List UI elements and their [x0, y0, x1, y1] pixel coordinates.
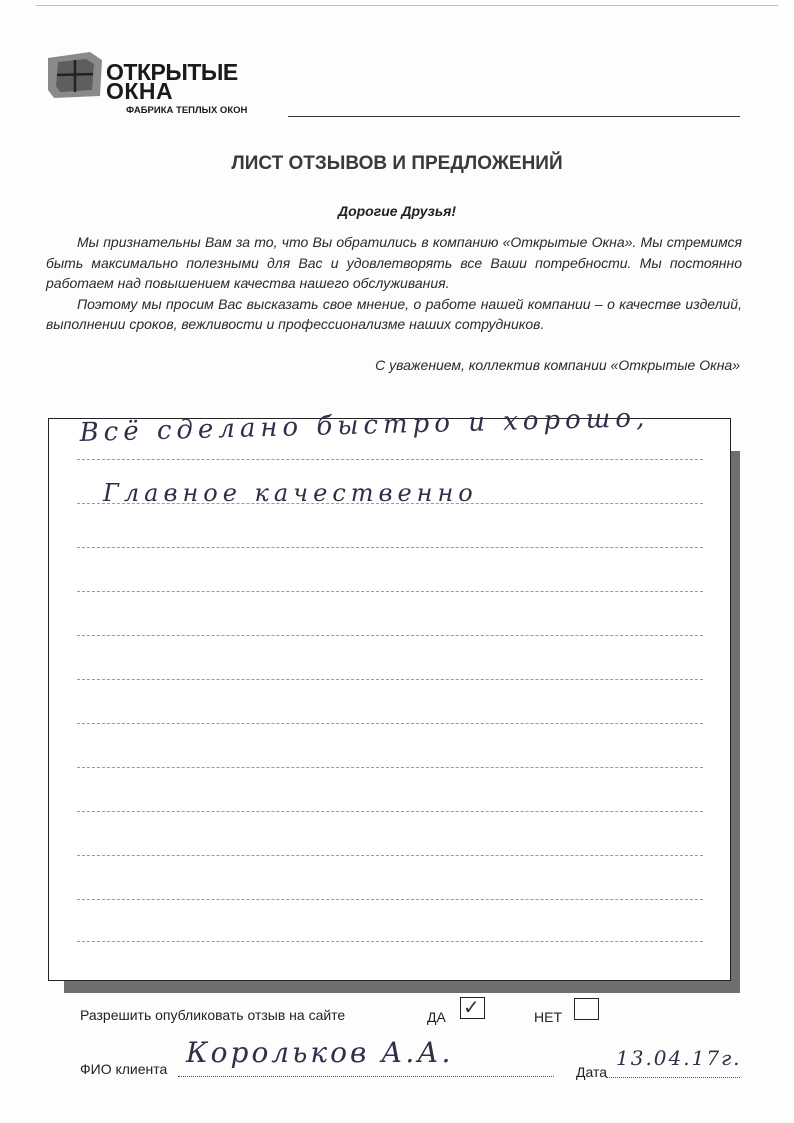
client-name-line [178, 1076, 554, 1077]
ruled-line [77, 941, 703, 942]
ruled-line [77, 679, 703, 680]
intro-paragraph-1: Мы признательны Вам за то, что Вы обратились в компанию «Открытые Окна». Мы стремимся быть максимально полезными для Вас и удовлетворять все Ваши потребности. Мы постоянно работаем над повышением качества нашего обслуживания. [46, 234, 742, 291]
ruled-line [77, 855, 703, 856]
window-logo-icon [46, 50, 104, 100]
ruled-line [77, 811, 703, 812]
date-field[interactable]: 13.04.17г. [616, 1046, 742, 1070]
no-checkbox[interactable] [574, 998, 599, 1020]
logo-brand-line1: ОТКРЫТЫЕ [106, 59, 238, 85]
yes-label: ДА [427, 1009, 446, 1025]
ruled-line [77, 723, 703, 724]
publish-consent-label: Разрешить опубликовать отзыв на сайте [80, 1007, 346, 1023]
intro-paragraph-2: Поэтому мы просим Вас высказать свое мнение, о работе нашей компании – о качестве изделий, выполнении сроков, вежливости и профессионализме наших сотрудников. [46, 295, 742, 332]
logo-tagline: ФАБРИКА ТЕПЛЫХ ОКОН [126, 105, 248, 116]
ruled-line [77, 767, 703, 768]
ruled-line [77, 899, 703, 900]
company-logo [46, 50, 296, 120]
feedback-line-2: Главное качественно [103, 479, 478, 507]
top-rule [36, 5, 778, 6]
feedback-box[interactable] [48, 418, 731, 981]
no-label: НЕТ [534, 1009, 562, 1025]
client-name-field[interactable]: Корольков А.А. [186, 1036, 454, 1069]
intro-text [46, 232, 742, 335]
date-label: Дата [576, 1064, 608, 1080]
ruled-line [77, 591, 703, 592]
greeting: Дорогие Друзья! [337, 203, 457, 219]
signoff: С уважением, коллектив компании «Открытые Окна» [375, 357, 740, 373]
ruled-line [77, 635, 703, 636]
yes-checkbox[interactable] [460, 997, 485, 1019]
ruled-line [77, 459, 703, 460]
page-title: ЛИСТ ОТЗЫВОВ И ПРЕДЛОЖЕНИЙ [231, 153, 563, 174]
feedback-line-1: Всё сделано быстро и хорошо, [79, 403, 650, 448]
header-rule [288, 116, 740, 117]
check-mark-icon: ✓ [463, 995, 480, 1019]
logo-brand-line2: ОКНА [106, 78, 174, 104]
date-line [606, 1077, 740, 1078]
client-name-label: ФИО клиента [80, 1061, 168, 1077]
ruled-line [77, 547, 703, 548]
